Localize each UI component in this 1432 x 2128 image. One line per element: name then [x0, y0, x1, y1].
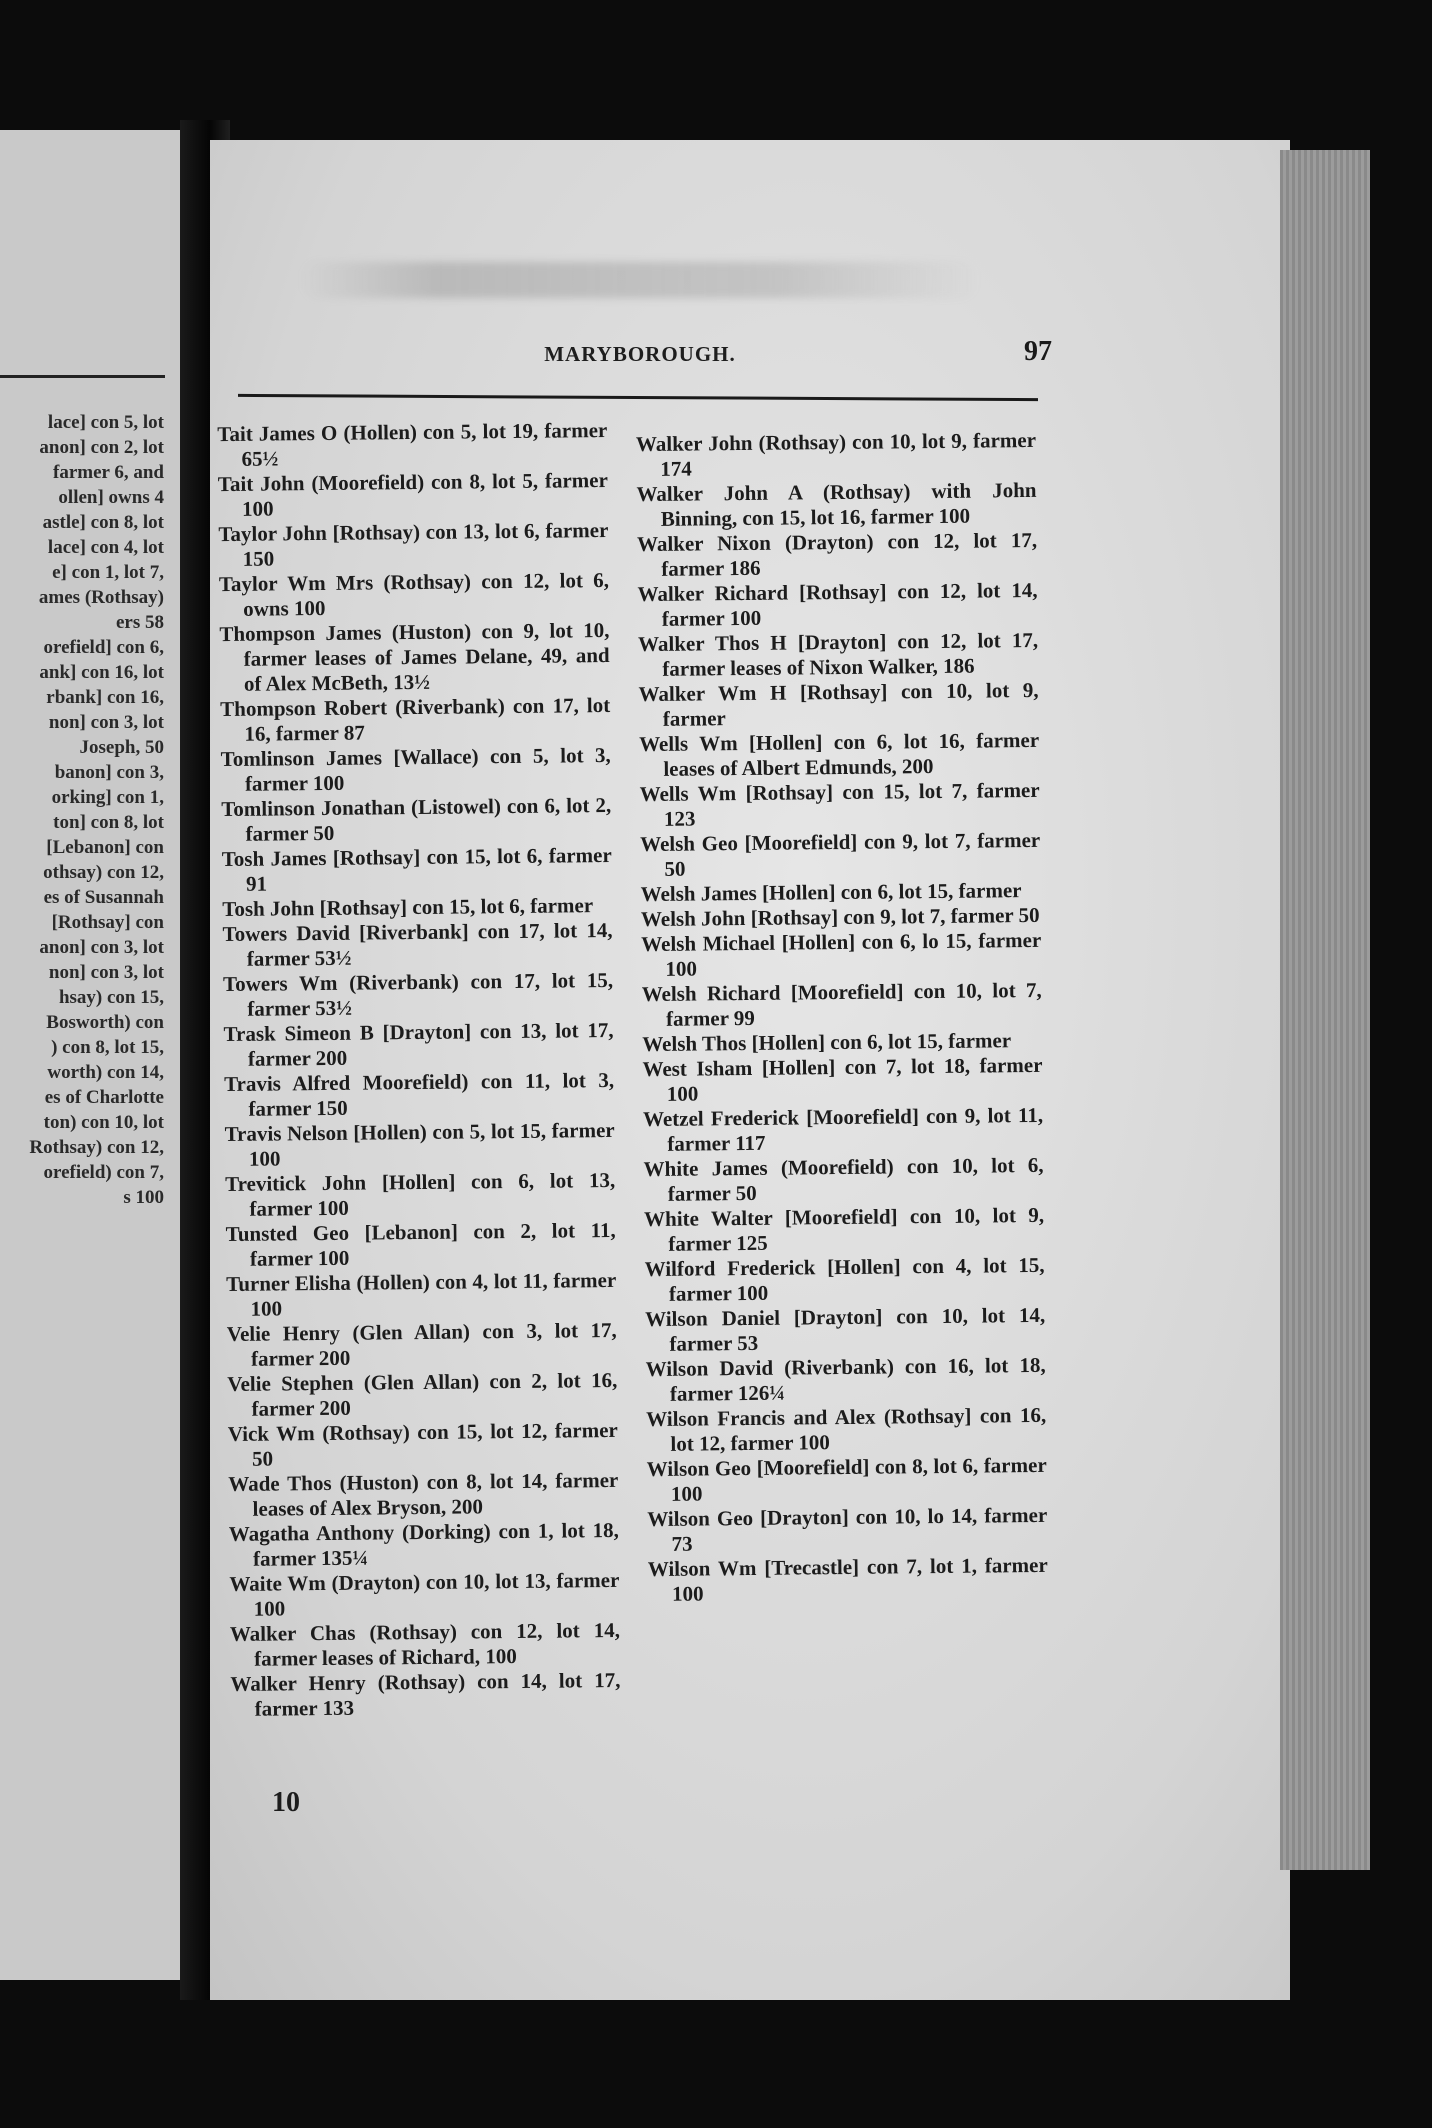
directory-entry: Wade Thos (Huston) con 8, lot 14, farmer leases of Alex Bryson, 200 — [228, 1467, 619, 1521]
facing-page-line: orefield) con 7, — [43, 1162, 164, 1183]
facing-page-line: ank] con 16, lot — [39, 662, 164, 683]
directory-entry: Towers Wm (Riverbank) con 17, lot 15, farmer 53½ — [222, 967, 614, 1021]
directory-entry: Tait James O (Hollen) con 5, lot 19, farmer 65½ — [217, 417, 608, 471]
facing-page-line: hsay) con 15, — [58, 987, 164, 1008]
facing-page-line: ames (Rothsay) — [38, 587, 164, 608]
directory-entry: Towers David [Riverbank] con 17, lot 14, farmer 53½ — [222, 917, 613, 971]
running-head: MARYBOROUGH. — [544, 342, 736, 366]
facing-page-line: es of Charlotte — [44, 1087, 164, 1108]
directory-entry: Velie Henry (Glen Allan) con 3, lot 17, farmer 200 — [226, 1317, 617, 1371]
facing-page-rule — [0, 375, 165, 378]
directory-entry: Thompson Robert (Riverbank) con 17, lot 16, farmer 87 — [220, 692, 611, 746]
directory-entry: Walker Thos H [Drayton] con 12, lot 17, farmer leases of Nixon Walker, 186 — [637, 627, 1039, 681]
directory-entry: Wilson Geo [Drayton] con 10, lo 14, farmer 73 — [647, 1502, 1048, 1556]
facing-page-line: non] con 3, lot — [48, 712, 164, 733]
facing-page-line: farmer 6, and — [53, 462, 164, 483]
directory-entry: Walker Nixon (Drayton) con 12, lot 17, farmer 186 — [636, 527, 1038, 581]
directory-entry: Tunsted Geo [Lebanon] con 2, lot 11, farmer 100 — [225, 1217, 616, 1271]
bleed-through-text — [0, 240, 166, 270]
directory-entry: Welsh Thos [Hollen] con 6, lot 15, farmer — [642, 1028, 1012, 1057]
directory-entry: Welsh Geo [Moorefield] con 9, lot 7, farmer 50 — [640, 827, 1041, 881]
page-number: 97 — [1024, 336, 1052, 367]
directory-entry: Travis Nelson [Hollen) con 5, lot 15, farmer 100 — [224, 1117, 615, 1171]
spine-stamp-lower — [1262, 1480, 1302, 1840]
directory-entry: White James (Moorefield) con 10, lot 6, farmer 50 — [643, 1152, 1044, 1206]
facing-page-line: anon] con 3, lot — [39, 937, 164, 958]
directory-entry: Welsh James [Hollen] con 6, lot 15, farmer — [640, 878, 1022, 907]
directory-entry: Walker John A (Rothsay) with John Binning, con 15, lot 16, farmer 100 — [636, 477, 1037, 531]
facing-page-line: [Rothsay] con — [51, 912, 164, 933]
facing-page-line: ) con 8, lot 15, — [51, 1037, 164, 1058]
directory-entry: Taylor John [Rothsay) con 13, lot 6, farmer 150 — [218, 517, 609, 571]
directory-entry: Wilson Daniel [Drayton] con 10, lot 14, farmer 53 — [645, 1302, 1046, 1356]
facing-page-line: ton) con 10, lot — [43, 1112, 164, 1133]
facing-page-line: ers 58 — [115, 612, 164, 633]
directory-entry: Walker Chas (Rothsay) con 12, lot 14, farmer leases of Richard, 100 — [229, 1617, 621, 1671]
directory-entry: Trask Simeon B [Drayton] con 13, lot 17, farmer 200 — [223, 1017, 614, 1071]
facing-page-line: e] con 1, lot 7, — [52, 562, 164, 583]
directory-entry: Welsh Michael [Hollen] con 6, lo 15, farmer 100 — [641, 927, 1042, 981]
directory-entry: Wilson Francis and Alex (Rothsay] con 16, lot 12, farmer 100 — [646, 1402, 1047, 1456]
facing-page-line: es of Susannah — [43, 887, 164, 908]
directory-entry: Walker Richard [Rothsay] con 12, lot 14, farmer 100 — [637, 577, 1038, 631]
facing-page-line: s 100 — [123, 1187, 164, 1208]
directory-entry: Velie Stephen (Glen Allan) con 2, lot 16, farmer 200 — [227, 1367, 618, 1421]
facing-page-line: [Lebanon] con — [46, 837, 164, 858]
facing-page-line: anon] con 2, lot — [39, 437, 164, 458]
directory-entry: Walker Wm H [Rothsay] con 10, lot 9, farmer — [638, 677, 1039, 731]
directory-entry: Walker Henry (Rothsay) con 14, lot 17, farmer 133 — [230, 1667, 621, 1721]
facing-page-line: ollen] owns 4 — [58, 487, 164, 508]
directory-entry: Welsh Richard [Moorefield] con 10, lot 7, farmer 99 — [641, 977, 1042, 1031]
directory-entry: Waite Wm (Drayton) con 10, lot 13, farmer 100 — [229, 1567, 620, 1621]
bleed-through-heading — [300, 262, 980, 298]
directory-entry: Tait John (Moorefield) con 8, lot 5, farmer 100 — [217, 467, 608, 521]
directory-entry: Turner Elisha (Hollen) con 4, lot 11, farmer 100 — [226, 1267, 617, 1321]
facing-page-line: Joseph, 50 — [79, 737, 164, 758]
directory-column-left — [217, 418, 621, 1722]
directory-entry: Wilson David (Riverbank) con 16, lot 18, farmer 126¼ — [645, 1352, 1046, 1406]
facing-page-line: astle] con 8, lot — [42, 512, 164, 533]
signature-mark: 10 — [272, 1787, 300, 1818]
directory-entry: Wells Wm [Hollen] con 6, lot 16, farmer leases of Albert Edmunds, 200 — [639, 727, 1040, 781]
facing-page-line: orefield] con 6, — [43, 637, 164, 658]
directory-entry: Trevitick John [Hollen] con 6, lot 13, farmer 100 — [225, 1167, 616, 1221]
facing-page-line: lace] con 5, lot — [47, 412, 164, 433]
facing-page — [0, 130, 180, 1980]
directory-entry: Wilson Geo [Moorefield] con 8, lot 6, farmer 100 — [646, 1452, 1047, 1506]
directory-entry: White Walter [Moorefield] con 10, lot 9, farmer 125 — [643, 1202, 1045, 1256]
directory-column-right — [636, 428, 1048, 1607]
directory-entry: Wilson Wm [Trecastle] con 7, lot 1, farmer 100 — [647, 1552, 1048, 1606]
directory-entry: Wells Wm [Rothsay] con 15, lot 7, farmer 123 — [639, 777, 1040, 831]
spine-stamp — [1262, 780, 1302, 1460]
facing-page-line: othsay) con 12, — [43, 862, 164, 883]
directory-entry: West Isham [Hollen] con 7, lot 18, farmer 100 — [642, 1052, 1043, 1106]
facing-page-line: non] con 3, lot — [48, 962, 164, 983]
directory-entry: Wilford Frederick [Hollen] con 4, lot 15, farmer 100 — [644, 1252, 1045, 1306]
directory-entry: Wetzel Frederick [Moorefield] con 9, lot 11, farmer 117 — [642, 1102, 1044, 1156]
facing-page-line: rbank] con 16, — [46, 687, 164, 708]
directory-entry: Welsh John [Rothsay] con 9, lot 7, farmer 50 — [640, 902, 1040, 932]
directory-entry: Travis Alfred Moorefield) con 11, lot 3, farmer 150 — [224, 1067, 615, 1121]
directory-entry: Taylor Wm Mrs (Rothsay) con 12, lot 6, owns 100 — [218, 567, 610, 621]
facing-page-line: lace] con 4, lot — [47, 537, 164, 558]
directory-entry: Tosh James [Rothsay] con 15, lot 6, farmer 91 — [221, 842, 612, 896]
directory-entry: Vick Wm (Rothsay) con 15, lot 12, farmer 50 — [227, 1417, 618, 1471]
facing-page-line: worth) con 14, — [47, 1062, 164, 1083]
directory-entry: Tomlinson Jonathan (Listowel) con 6, lot 2, farmer 50 — [221, 792, 612, 846]
directory-entry: Tosh John [Rothsay] con 15, lot 6, farmer — [222, 893, 594, 922]
directory-entry: Tomlinson James [Wallace) con 5, lot 3, farmer 100 — [220, 742, 611, 796]
facing-page-line: ton] con 8, lot — [53, 812, 164, 833]
facing-page-line: orking] con 1, — [51, 787, 164, 808]
facing-page-line: banon] con 3, — [54, 762, 164, 783]
directory-entry: Wagatha Anthony (Dorking) con 1, lot 18, farmer 135¼ — [228, 1517, 619, 1571]
facing-page-line: Bosworth) con — [46, 1012, 164, 1033]
directory-entry: Walker John (Rothsay) con 10, lot 9, farmer 174 — [635, 427, 1037, 481]
facing-page-text — [0, 410, 164, 1210]
facing-page-line: Rothsay) con 12, — [29, 1137, 164, 1158]
directory-entry: Thompson James (Huston) con 9, lot 10, farmer leases of James Delane, 49, and of Alex McBeth, 13½ — [219, 617, 610, 696]
